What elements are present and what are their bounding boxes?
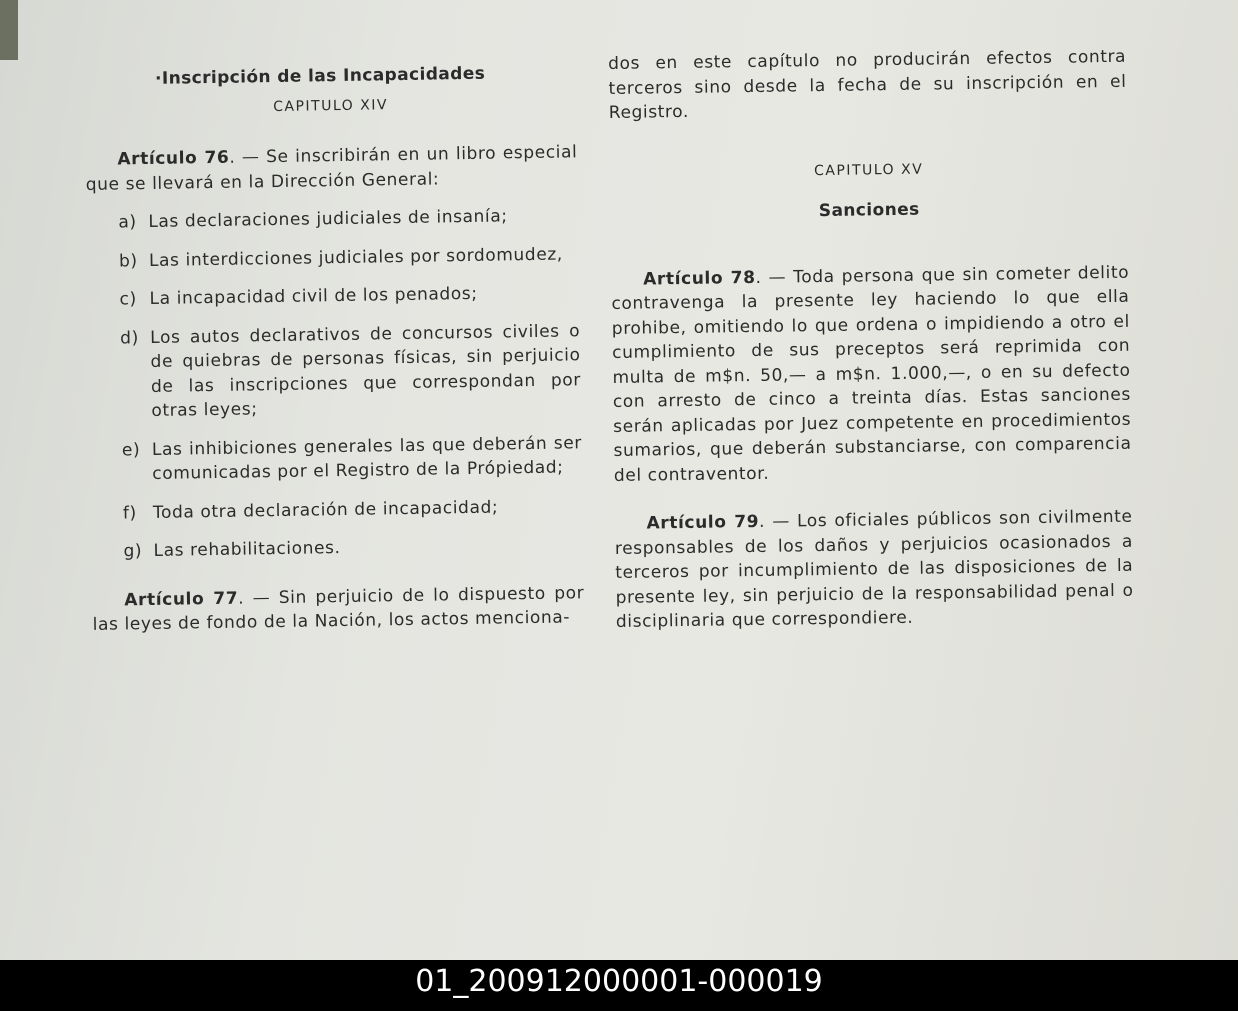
article-77-text: . — Sin perjuicio de lo dispuesto por las leyes de fondo de la Nación, los actos menciona- <box>92 582 585 635</box>
list-item-f: f) Toda otra declaración de incapacidad; <box>122 497 499 523</box>
article-79-text: . — Los oficiales públicos son civilmente responsables de los daños y perjuicios ocasionados a terceros por incumplimiento de las disposiciones de la presente ley, sin perjuicio de la responsabilidad penal o disciplinaria que correspondiere. <box>614 506 1134 632</box>
article-77 <box>92 581 585 638</box>
chapter-xiv-label: CAPITULO XIV <box>273 97 389 116</box>
article-79-label: Artículo 79 <box>646 511 760 534</box>
article-76-label: Artículo 76 <box>117 147 230 170</box>
article-77-label: Artículo 77 <box>124 588 239 610</box>
section-heading: ·Inscripción de las Incapacidades <box>154 63 486 89</box>
list-item-c: c) La incapacidad civil de los penados; <box>119 283 478 310</box>
right-column <box>608 45 1134 635</box>
article-78-text: . — Toda persona que sin cometer delito contravenga la presente ley haciendo lo que ella prohibe, omitiendo lo que ordena o impidiendo a otro el cumplimiento de sus preceptos será reprimida con multa de m$n. 50,— a m$n. 1.000,—, o en su defecto con arresto de cinco a treinta días. Estas sanciones serán aplicadas por Juez competente en procedimientos sumarios, que deberán substanciarse, con comparencia del contraventor. <box>611 262 1132 486</box>
article-76-text: . — Se inscribirán en un libro especial que se llevará en la Dirección General: <box>85 142 578 195</box>
list-item-a: a) Las declaraciones judiciales de insanía; <box>118 206 508 233</box>
article-78 <box>611 260 1132 488</box>
article-77-continuation: dos en este capítulo no producirán efectos contra terceros sino desde la fecha de su inscripción en el Registro. <box>608 46 1127 123</box>
chapter-xv-label: CAPITULO XV <box>813 161 924 179</box>
list-item-g: g) Las rehabilitaciones. <box>123 538 341 562</box>
sanctions-heading: Sanciones <box>818 199 920 221</box>
left-column <box>84 62 585 637</box>
article-76 <box>85 140 578 197</box>
article-78-label: Artículo 78 <box>643 267 756 290</box>
image-id-caption: 01_200912000001-000019 <box>0 960 1238 1011</box>
incapacity-list <box>86 203 583 564</box>
article-79 <box>614 505 1134 635</box>
list-item-e: e) Las inhibiciones generales las que deberán ser comunicadas por el Registro de la Própiedad; <box>121 432 583 484</box>
list-item-d: d) Los autos declarativos de concursos civiles o de quiebras de personas físicas, sin perjuicio de las inscripciones que correspondan por otras leyes; <box>120 320 582 421</box>
list-item-b: b) Las interdicciones judiciales por sordomudez, <box>118 244 563 271</box>
